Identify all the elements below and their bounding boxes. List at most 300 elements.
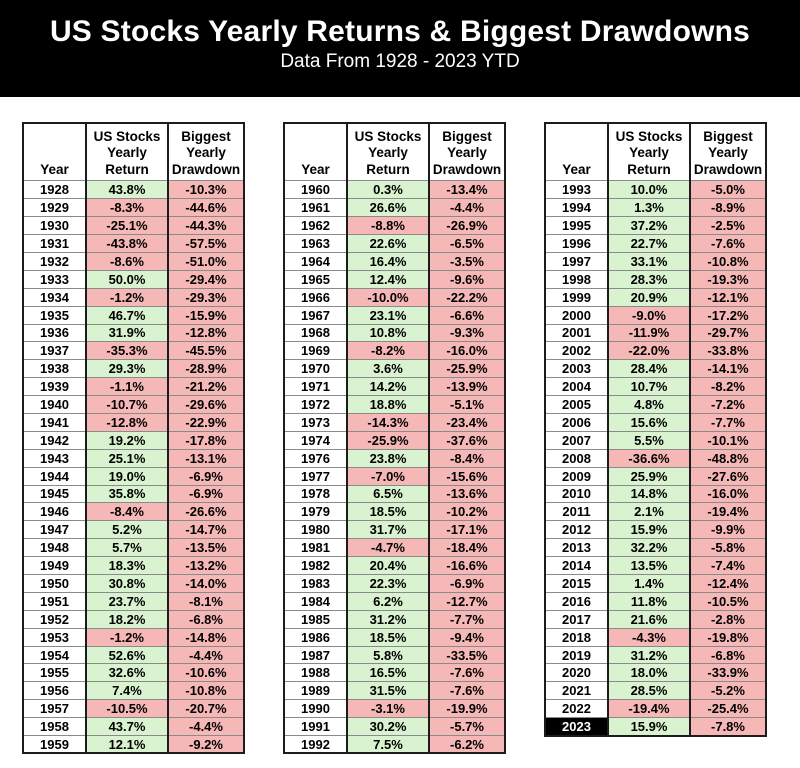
table-row: [23, 288, 244, 306]
drawdown-cell: -13.1%: [168, 449, 244, 467]
drawdown-cell: -10.1%: [690, 431, 766, 449]
drawdown-cell: -10.8%: [168, 682, 244, 700]
return-cell: 5.7%: [86, 539, 168, 557]
year-cell: 1980: [284, 521, 347, 539]
drawdown-cell: -6.5%: [429, 235, 505, 253]
return-cell: 22.6%: [347, 235, 429, 253]
year-header: Year: [545, 123, 608, 181]
return-cell: 30.2%: [347, 718, 429, 736]
drawdown-cell: -29.7%: [690, 324, 766, 342]
year-cell: 1983: [284, 575, 347, 593]
page-title: US Stocks Yearly Returns & Biggest Drawdowns: [49, 15, 751, 48]
return-cell: 6.5%: [347, 485, 429, 503]
year-cell: 1952: [23, 610, 86, 628]
drawdown-cell: -25.9%: [429, 360, 505, 378]
drawdown-cell: -13.2%: [168, 557, 244, 575]
drawdown-cell: -8.2%: [690, 378, 766, 396]
table-row: [23, 646, 244, 664]
year-cell: 1951: [23, 592, 86, 610]
table-row: [23, 575, 244, 593]
drawdown-cell: -13.9%: [429, 378, 505, 396]
return-cell: -4.3%: [608, 628, 690, 646]
return-cell: 16.4%: [347, 252, 429, 270]
return-cell: 28.5%: [608, 682, 690, 700]
table-row: [545, 342, 766, 360]
drawdown-cell: -44.6%: [168, 199, 244, 217]
drawdown-cell: -33.9%: [690, 664, 766, 682]
drawdown-cell: -17.8%: [168, 431, 244, 449]
drawdown-cell: -28.9%: [168, 360, 244, 378]
year-cell: 1971: [284, 378, 347, 396]
year-cell: 1936: [23, 324, 86, 342]
year-cell: 1979: [284, 503, 347, 521]
return-cell: 30.8%: [86, 575, 168, 593]
table-row: [23, 521, 244, 539]
return-cell: 21.6%: [608, 610, 690, 628]
table-row: [284, 288, 505, 306]
drawdown-cell: -8.9%: [690, 199, 766, 217]
return-cell: 22.7%: [608, 235, 690, 253]
return-cell: 20.4%: [347, 557, 429, 575]
year-cell: 1996: [545, 235, 608, 253]
drawdown-cell: -19.8%: [690, 628, 766, 646]
drawdown-cell: -20.7%: [168, 700, 244, 718]
year-cell: 1968: [284, 324, 347, 342]
year-cell: 2019: [545, 646, 608, 664]
drawdown-cell: -7.6%: [690, 235, 766, 253]
year-cell: 1977: [284, 467, 347, 485]
return-cell: -8.6%: [86, 252, 168, 270]
year-cell: 2014: [545, 557, 608, 575]
return-cell: 37.2%: [608, 217, 690, 235]
return-header: US Stocks Yearly Return: [608, 123, 690, 181]
return-cell: 52.6%: [86, 646, 168, 664]
year-cell: 1947: [23, 521, 86, 539]
year-cell: 1967: [284, 306, 347, 324]
return-cell: 43.8%: [86, 181, 168, 199]
return-cell: 5.5%: [608, 431, 690, 449]
table-row: [284, 181, 505, 199]
return-cell: 16.5%: [347, 664, 429, 682]
drawdown-cell: -6.9%: [168, 485, 244, 503]
drawdown-cell: -9.3%: [429, 324, 505, 342]
return-cell: 31.7%: [347, 521, 429, 539]
return-cell: 11.8%: [608, 592, 690, 610]
drawdown-cell: -17.2%: [690, 306, 766, 324]
return-cell: -7.0%: [347, 467, 429, 485]
year-cell: 1966: [284, 288, 347, 306]
table-row: [284, 575, 505, 593]
drawdown-cell: -33.5%: [429, 646, 505, 664]
return-cell: -36.6%: [608, 449, 690, 467]
drawdown-cell: -37.6%: [429, 431, 505, 449]
table-row: [545, 682, 766, 700]
year-cell: 1986: [284, 628, 347, 646]
table-row: [284, 682, 505, 700]
year-cell: 2010: [545, 485, 608, 503]
drawdown-cell: -10.3%: [168, 181, 244, 199]
return-header: US Stocks Yearly Return: [347, 123, 429, 181]
year-cell: 2022: [545, 700, 608, 718]
table-row: [23, 360, 244, 378]
drawdown-cell: -13.5%: [168, 539, 244, 557]
table-row: [545, 449, 766, 467]
table-row: [23, 718, 244, 736]
return-cell: 3.6%: [347, 360, 429, 378]
year-cell: 1978: [284, 485, 347, 503]
drawdown-cell: -16.6%: [429, 557, 505, 575]
return-cell: 18.5%: [347, 628, 429, 646]
return-cell: 6.2%: [347, 592, 429, 610]
header-row: [545, 123, 766, 181]
return-cell: 18.8%: [347, 396, 429, 414]
year-cell: 1933: [23, 270, 86, 288]
year-cell: 1946: [23, 503, 86, 521]
page-subtitle: Data From 1928 - 2023 YTD: [280, 51, 520, 72]
return-cell: 28.4%: [608, 360, 690, 378]
year-cell: 1963: [284, 235, 347, 253]
return-cell: -8.8%: [347, 217, 429, 235]
return-cell: 7.5%: [347, 736, 429, 754]
drawdown-cell: -21.2%: [168, 378, 244, 396]
year-cell: 1954: [23, 646, 86, 664]
table-row: [23, 610, 244, 628]
table-row: [284, 306, 505, 324]
table-row: [284, 324, 505, 342]
table-row: [545, 396, 766, 414]
drawdown-cell: -26.6%: [168, 503, 244, 521]
table-row: [545, 324, 766, 342]
table-row: [545, 664, 766, 682]
table-row: [23, 396, 244, 414]
return-cell: -1.2%: [86, 628, 168, 646]
return-cell: 31.5%: [347, 682, 429, 700]
year-cell: 2011: [545, 503, 608, 521]
drawdown-cell: -5.8%: [690, 539, 766, 557]
year-cell: 1964: [284, 252, 347, 270]
table-row: [545, 199, 766, 217]
drawdown-cell: -6.9%: [429, 575, 505, 593]
table-row: [545, 557, 766, 575]
year-cell: 1972: [284, 396, 347, 414]
year-cell: 1965: [284, 270, 347, 288]
table-row: [284, 217, 505, 235]
return-cell: 28.3%: [608, 270, 690, 288]
year-cell: 2009: [545, 467, 608, 485]
year-cell: 1934: [23, 288, 86, 306]
tables-container: [0, 97, 800, 754]
return-cell: 23.8%: [347, 449, 429, 467]
year-cell: 1928: [23, 181, 86, 199]
table-row: [284, 557, 505, 575]
drawdown-cell: -12.8%: [168, 324, 244, 342]
return-cell: -8.4%: [86, 503, 168, 521]
drawdown-cell: -6.2%: [429, 736, 505, 754]
return-cell: 2.1%: [608, 503, 690, 521]
year-cell: 1939: [23, 378, 86, 396]
year-cell: 1948: [23, 539, 86, 557]
year-cell: 2006: [545, 413, 608, 431]
table-row: [284, 592, 505, 610]
return-cell: 20.9%: [608, 288, 690, 306]
table-row: [284, 521, 505, 539]
drawdown-cell: -8.1%: [168, 592, 244, 610]
year-cell: 1940: [23, 396, 86, 414]
year-cell: 1981: [284, 539, 347, 557]
year-cell: 1962: [284, 217, 347, 235]
return-cell: -25.9%: [347, 431, 429, 449]
return-cell: 13.5%: [608, 557, 690, 575]
table-row: [545, 539, 766, 557]
drawdown-cell: -6.8%: [168, 610, 244, 628]
year-cell: 1974: [284, 431, 347, 449]
year-cell: 2007: [545, 431, 608, 449]
drawdown-cell: -45.5%: [168, 342, 244, 360]
return-cell: -1.1%: [86, 378, 168, 396]
table-row: [23, 485, 244, 503]
drawdown-cell: -9.4%: [429, 628, 505, 646]
drawdown-cell: -7.6%: [429, 682, 505, 700]
year-cell: 1938: [23, 360, 86, 378]
return-cell: 0.3%: [347, 181, 429, 199]
year-cell: 1984: [284, 592, 347, 610]
year-cell: 1994: [545, 199, 608, 217]
drawdown-cell: -14.1%: [690, 360, 766, 378]
return-cell: 12.4%: [347, 270, 429, 288]
return-cell: 32.2%: [608, 539, 690, 557]
year-cell: 2002: [545, 342, 608, 360]
year-cell: 1969: [284, 342, 347, 360]
table-row: [545, 610, 766, 628]
returns-table-3: [544, 122, 767, 737]
drawdown-cell: -19.9%: [429, 700, 505, 718]
year-cell: 1929: [23, 199, 86, 217]
return-cell: 25.9%: [608, 467, 690, 485]
drawdown-cell: -29.6%: [168, 396, 244, 414]
table-row: [545, 628, 766, 646]
return-cell: 31.2%: [347, 610, 429, 628]
year-cell: 1955: [23, 664, 86, 682]
drawdown-header: Biggest Yearly Drawdown: [690, 123, 766, 181]
return-cell: -4.7%: [347, 539, 429, 557]
table-row: [284, 199, 505, 217]
table-row: [545, 467, 766, 485]
drawdown-cell: -22.9%: [168, 413, 244, 431]
year-cell: 1950: [23, 575, 86, 593]
table-row: [284, 736, 505, 754]
year-header: Year: [23, 123, 86, 181]
return-cell: -19.4%: [608, 700, 690, 718]
drawdown-cell: -23.4%: [429, 413, 505, 431]
return-cell: -8.3%: [86, 199, 168, 217]
table-row: [284, 252, 505, 270]
return-cell: -11.9%: [608, 324, 690, 342]
drawdown-cell: -10.5%: [690, 592, 766, 610]
year-cell: 2001: [545, 324, 608, 342]
year-cell: 2012: [545, 521, 608, 539]
table-row: [23, 199, 244, 217]
table-row: [23, 467, 244, 485]
table-row: [23, 324, 244, 342]
table-row: [545, 306, 766, 324]
table-row: [545, 592, 766, 610]
year-cell: 1932: [23, 252, 86, 270]
year-cell: 1990: [284, 700, 347, 718]
table-row: [23, 252, 244, 270]
table-row: [284, 628, 505, 646]
return-cell: 19.2%: [86, 431, 168, 449]
drawdown-cell: -9.6%: [429, 270, 505, 288]
year-cell: 2023: [545, 718, 608, 736]
table-row: [284, 610, 505, 628]
return-cell: -3.1%: [347, 700, 429, 718]
table-row: [23, 592, 244, 610]
drawdown-cell: -5.1%: [429, 396, 505, 414]
drawdown-cell: -22.2%: [429, 288, 505, 306]
drawdown-cell: -10.8%: [690, 252, 766, 270]
drawdown-cell: -4.4%: [168, 646, 244, 664]
drawdown-cell: -4.4%: [429, 199, 505, 217]
drawdown-cell: -19.3%: [690, 270, 766, 288]
drawdown-cell: -29.3%: [168, 288, 244, 306]
drawdown-cell: -25.4%: [690, 700, 766, 718]
year-cell: 1999: [545, 288, 608, 306]
table-row: [545, 360, 766, 378]
year-cell: 1973: [284, 413, 347, 431]
table-row: [545, 431, 766, 449]
year-cell: 2017: [545, 610, 608, 628]
drawdown-cell: -3.5%: [429, 252, 505, 270]
year-cell: 1992: [284, 736, 347, 754]
year-cell: 1956: [23, 682, 86, 700]
return-cell: 14.8%: [608, 485, 690, 503]
drawdown-cell: -14.8%: [168, 628, 244, 646]
table-row: [23, 449, 244, 467]
table-row: [545, 378, 766, 396]
table-row: [23, 270, 244, 288]
drawdown-cell: -6.8%: [690, 646, 766, 664]
table-row: [545, 252, 766, 270]
drawdown-cell: -7.4%: [690, 557, 766, 575]
table-row: [284, 235, 505, 253]
year-cell: 1970: [284, 360, 347, 378]
return-cell: 31.2%: [608, 646, 690, 664]
year-cell: 1945: [23, 485, 86, 503]
year-cell: 1997: [545, 252, 608, 270]
return-cell: 18.0%: [608, 664, 690, 682]
table-row: [284, 664, 505, 682]
return-cell: 18.3%: [86, 557, 168, 575]
drawdown-cell: -7.7%: [429, 610, 505, 628]
table-row: [23, 736, 244, 754]
table-row: [284, 360, 505, 378]
table-row: [284, 342, 505, 360]
year-cell: 1959: [23, 736, 86, 754]
table-row: [23, 557, 244, 575]
drawdown-cell: -9.9%: [690, 521, 766, 539]
year-cell: 2000: [545, 306, 608, 324]
year-cell: 1942: [23, 431, 86, 449]
drawdown-cell: -10.2%: [429, 503, 505, 521]
return-cell: 50.0%: [86, 270, 168, 288]
return-cell: 10.0%: [608, 181, 690, 199]
drawdown-cell: -5.0%: [690, 181, 766, 199]
drawdown-cell: -27.6%: [690, 467, 766, 485]
return-header: US Stocks Yearly Return: [86, 123, 168, 181]
drawdown-cell: -29.4%: [168, 270, 244, 288]
return-cell: 15.6%: [608, 413, 690, 431]
year-cell: 1987: [284, 646, 347, 664]
table-row: [23, 628, 244, 646]
table-row: [23, 342, 244, 360]
year-cell: 1991: [284, 718, 347, 736]
return-cell: -8.2%: [347, 342, 429, 360]
return-cell: 10.8%: [347, 324, 429, 342]
year-cell: 2003: [545, 360, 608, 378]
table-row: [23, 682, 244, 700]
table-row: [545, 288, 766, 306]
drawdown-cell: -14.7%: [168, 521, 244, 539]
table-row: [23, 378, 244, 396]
return-cell: 18.5%: [347, 503, 429, 521]
table-row: [284, 378, 505, 396]
return-cell: 4.8%: [608, 396, 690, 414]
table-row: [284, 503, 505, 521]
return-cell: 18.2%: [86, 610, 168, 628]
drawdown-cell: -8.4%: [429, 449, 505, 467]
return-cell: 19.0%: [86, 467, 168, 485]
year-cell: 2005: [545, 396, 608, 414]
return-cell: -9.0%: [608, 306, 690, 324]
year-header: Year: [284, 123, 347, 181]
table-row: [545, 270, 766, 288]
drawdown-cell: -14.0%: [168, 575, 244, 593]
year-cell: 1931: [23, 235, 86, 253]
return-cell: -12.8%: [86, 413, 168, 431]
table-row: [284, 700, 505, 718]
table-row: [284, 270, 505, 288]
return-cell: 25.1%: [86, 449, 168, 467]
year-cell: 1953: [23, 628, 86, 646]
drawdown-cell: -19.4%: [690, 503, 766, 521]
return-cell: -35.3%: [86, 342, 168, 360]
year-cell: 2021: [545, 682, 608, 700]
table-row: [284, 449, 505, 467]
table-row: [284, 413, 505, 431]
return-cell: 29.3%: [86, 360, 168, 378]
drawdown-cell: -2.5%: [690, 217, 766, 235]
drawdown-cell: -12.7%: [429, 592, 505, 610]
table-row: [284, 539, 505, 557]
year-cell: 1995: [545, 217, 608, 235]
return-cell: 23.1%: [347, 306, 429, 324]
drawdown-cell: -17.1%: [429, 521, 505, 539]
year-cell: 1988: [284, 664, 347, 682]
year-cell: 1944: [23, 467, 86, 485]
drawdown-cell: -16.0%: [429, 342, 505, 360]
drawdown-cell: -6.9%: [168, 467, 244, 485]
drawdown-cell: -16.0%: [690, 485, 766, 503]
return-cell: -10.7%: [86, 396, 168, 414]
return-cell: 46.7%: [86, 306, 168, 324]
return-cell: 26.6%: [347, 199, 429, 217]
drawdown-cell: -57.5%: [168, 235, 244, 253]
table-row: [545, 181, 766, 199]
drawdown-cell: -18.4%: [429, 539, 505, 557]
return-cell: 31.9%: [86, 324, 168, 342]
return-cell: -25.1%: [86, 217, 168, 235]
table-row: [545, 235, 766, 253]
